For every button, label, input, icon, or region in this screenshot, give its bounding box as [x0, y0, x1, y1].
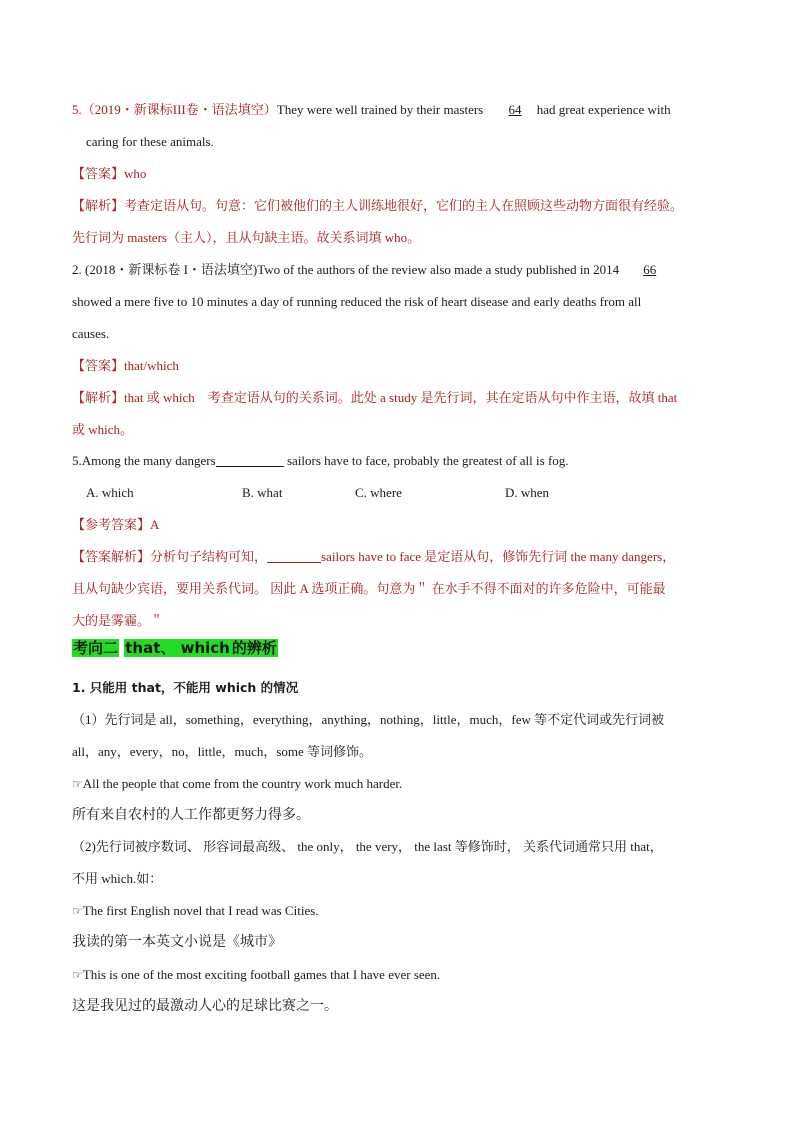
q3-option-d: D. when: [505, 485, 550, 500]
rule1-p2: all，any，every，no，little，much，some 等词修饰。: [72, 744, 373, 759]
rule1-p3: （2)先行词被序数词、 形容词最高级、 the only， the very， the last 等修饰时， 关系代词通常只用 that，: [72, 839, 663, 854]
pointing-hand-icon: ☞: [72, 777, 83, 791]
section-heading: [72, 637, 278, 659]
q1-answer: 【答案】who: [72, 166, 147, 181]
rule1-tr3: 这是我见过的最激动人心的足球比赛之一。: [72, 999, 338, 1014]
q2-line-1: [72, 261, 656, 279]
rule1-ex1: ☞All the people that come from the country work much harder.: [72, 776, 403, 791]
rule1-tr2: 我读的第一本英文小说是《城市》: [72, 935, 282, 950]
q3-blank: [216, 452, 284, 467]
q3-analysis-1: 【答案解析】分析句子结构可知， sailors have to face 是定语从句，修饰先行词 the many dangers，: [72, 549, 676, 564]
q1-line-2: caring for these animals.: [86, 134, 214, 149]
q3-option-c: C. where: [355, 485, 402, 500]
q3-options: [86, 484, 686, 502]
rule1-ex3: ☞This is one of the most exciting football games that I have ever seen.: [72, 967, 441, 982]
q1-analysis-2: 先行词为 masters（主人），且从句缺主语。故关系词填 who。: [72, 230, 421, 245]
q3-analysis-2: 且从句缺少宾语，要用关系代词。 因此 A 选项正确。句意为＂ 在水手不得不面对的许多危险中，可能最: [72, 581, 666, 596]
q1-blank: 64: [508, 102, 522, 117]
pointing-hand-icon: ☞: [72, 904, 83, 918]
rule1-p4: 不用 which.如：: [72, 871, 163, 886]
q1-line-1: [72, 101, 671, 119]
q3-line-1: 5.Among the many dangers sailors have to face, probably the greatest of all is fog.: [72, 453, 569, 468]
q1-text-cont: had great experience with: [533, 102, 671, 117]
q1-source: 5.（2019・新课标III卷・语法填空）: [72, 102, 277, 117]
q2-line-2: showed a mere five to 10 minutes a day of running reduced the risk of heart disease and early deaths from all: [72, 294, 642, 309]
q2-analysis-1: 【解析】that 或 which 考查定语从句的关系词。此处 a study 是先行词，其在定语从句中作主语，故填 that: [72, 390, 678, 405]
q1-text: They were well trained by their masters: [276, 102, 487, 117]
rule1-p1: （1）先行词是 all，something，everything，anything，nothing，little，much，few 等不定代词或先行词被: [72, 712, 665, 727]
q3-option-a: A. which: [86, 485, 134, 500]
rule1-tr1: 所有来自农村的人工作都更努力得多。: [72, 808, 310, 823]
q2-answer: 【答案】that/which: [72, 358, 179, 373]
q3-analysis-3: 大的是雾霾。＂: [72, 613, 164, 628]
q1-analysis-1: 【解析】考查定语从句。句意：它们被他们的主人训练地很好，它们的主人在照顾这些动物方面很有经验。: [72, 198, 684, 213]
q2-blank: 66: [643, 262, 657, 277]
q2-line-3: causes.: [72, 326, 110, 341]
rule1-ex2: ☞The first English novel that I read was Cities.: [72, 903, 319, 918]
section-heading-part2: that、 which: [125, 639, 230, 657]
rule1-title: 1. 只能用 that，不能用 which 的情况: [72, 680, 299, 695]
q2-analysis-2: 或 which。: [72, 422, 134, 437]
q2-source: 2. (2018・新课标卷 I・语法填空): [72, 262, 258, 277]
q2-text: Two of the authors of the review also made a study published in 2014: [257, 262, 620, 277]
q3-option-b: B. what: [242, 485, 283, 500]
section-heading-part3: 的辨析: [231, 639, 277, 657]
pointing-hand-icon: ☞: [72, 968, 83, 982]
section-heading-part1: 考向二: [73, 639, 119, 657]
q3-answer: 【参考答案】A: [72, 517, 160, 532]
